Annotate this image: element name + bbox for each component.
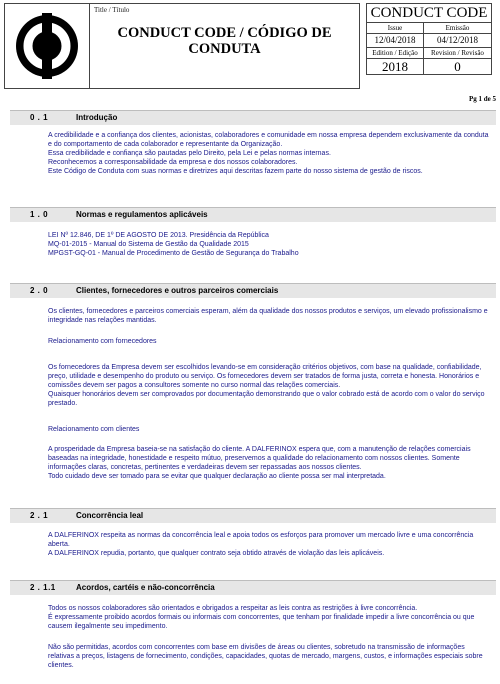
- document-title-line1: CONDUCT CODE / CÓDIGO DE: [117, 25, 332, 41]
- issue-label: Issue: [366, 23, 424, 34]
- section-header: [10, 110, 496, 125]
- logo-mark-icon: [14, 13, 80, 79]
- edition-label: Edition / Edição: [366, 48, 424, 59]
- company-logo: [4, 3, 90, 89]
- title-box: [90, 3, 360, 89]
- section-number: 2 . 1.1: [30, 583, 56, 592]
- paragraph: É expressamente proibido acordos formais ou informais com concorrentes, que tenham por finalidade impedir a livre concorrência ou que causem ilegalmente seu impedimento.: [48, 614, 475, 630]
- paragraph: Os fornecedores da Empresa devem ser escolhidos levando-se em consideração critérios objetivos, com base na qualidade, confiabilidade, preço, utilidade e desempenho do produto ou serviço. Os fornecedores devem ser tratados de forma justa, correta e honesta. Honorários e comissões devem ser pagos a consultores somente no curso normal das relações comerciais.: [48, 364, 482, 389]
- section-header: [10, 508, 496, 523]
- section-number: 0 . 1: [30, 113, 49, 122]
- paragraph: Todo cuidado deve ser tomado para se evitar que qualquer declaração ao cliente possa ser mal interpretada.: [48, 473, 386, 480]
- section-number: 2 . 0: [30, 286, 49, 295]
- paragraph: Este Código de Conduta com suas normas e diretrizes aqui descritas fazem parte do nosso sistema de gestão de riscos.: [48, 168, 423, 175]
- revision-value: 0: [424, 59, 492, 75]
- page-number: Pg 1 de 5: [468, 95, 496, 103]
- section-header: [10, 283, 496, 298]
- section-title: Concorrência leal: [76, 511, 144, 520]
- paragraph: Essa credibilidade e confiança são pautadas pelo Direito, pela Lei e pelas normas internas.: [48, 150, 331, 157]
- paragraph: A credibilidade e a confiança dos clientes, acionistas, colaboradores e comunidade em nossa empresa dependem exclusivamente da conduta e do comportamento de cada colaborador e representante da Organização.: [48, 132, 489, 148]
- paragraph: Todos os nossos colaboradores são orientados e obrigados a respeitar as leis contra as restrições à livre concorrência.: [48, 605, 418, 612]
- paragraph: A DALFERINOX repudia, portanto, que qualquer contrato seja obtido através de violação das leis aplicáveis.: [48, 550, 385, 557]
- paragraph: A DALFERINOX respeita as normas da concorrência leal e apoia todos os esforços para promover um mercado livre e uma concorrência aberta.: [48, 532, 474, 548]
- paragraph: A prosperidade da Empresa baseia-se na satisfação do cliente. A DALFERINOX espera que, com a manutenção de relações comerciais baseadas na integridade, honestidade e respeito mútuo, preservemos a qualidade do relacionamento com nossos clientes. Somente informações claras, concretas, pertinentes e verdadeiras devem ser repassadas aos nossos clientes.: [48, 446, 471, 471]
- paragraph: Os clientes, fornecedores e parceiros comerciais esperam, além da qualidade dos nossos produtos e serviços, um elevado profissionalismo e integridade nas relações mantidas.: [48, 308, 488, 324]
- revision-label: Revision / Revisão: [424, 48, 492, 59]
- emission-date: 04/12/2018: [424, 34, 492, 48]
- section-header: [10, 207, 496, 222]
- section-number: 1 . 0: [30, 210, 49, 219]
- section-header: [10, 580, 496, 595]
- section-title: Introdução: [76, 113, 118, 122]
- document-header: [4, 3, 496, 91]
- paragraph: MQ-01-2015 - Manual do Sistema de Gestão da Qualidade 2015: [48, 241, 249, 248]
- section-title: Normas e regulamentos aplicáveis: [76, 210, 208, 219]
- paragraph: MPGST-GQ-01 - Manual de Procedimento de Gestão de Segurança do Trabalho: [48, 250, 299, 257]
- document-code: CONDUCT CODE: [366, 3, 492, 23]
- edition-value: 2018: [366, 59, 424, 75]
- paragraph: Reconhecemos a corresponsabilidade da empresa e dos nossos colaboradores.: [48, 159, 298, 166]
- subheading: Relacionamento com fornecedores: [48, 338, 157, 345]
- document-title-line2: CONDUTA: [188, 41, 261, 57]
- document-title: [90, 25, 359, 57]
- paragraph: LEI Nº 12.846, DE 1º DE AGOSTO DE 2013. Presidência da República: [48, 232, 269, 239]
- subheading: Relacionamento com clientes: [48, 426, 140, 433]
- emission-label: Emissão: [424, 23, 492, 34]
- issue-date: 12/04/2018: [366, 34, 424, 48]
- paragraph: Quaisquer honorários devem ser comprovados por documentação demonstrando que o valor cobrado está de acordo com o valor do serviço prestado.: [48, 391, 485, 407]
- paragraph: Não são permitidas, acordos com concorrentes com base em divisões de áreas ou clientes, sobretudo na transmissão de informações relativas a preços, listagens de fornecimento, condições, capacidades, quotas de mercado, margens, custos, e informações especiais sobre clientes.: [48, 644, 483, 669]
- title-label: Title / Título: [94, 6, 130, 14]
- document-meta-table: [366, 3, 492, 75]
- section-number: 2 . 1: [30, 511, 49, 520]
- section-title: Clientes, fornecedores e outros parceiros comerciais: [76, 286, 279, 295]
- section-title: Acordos, cartéis e não-concorrência: [76, 583, 215, 592]
